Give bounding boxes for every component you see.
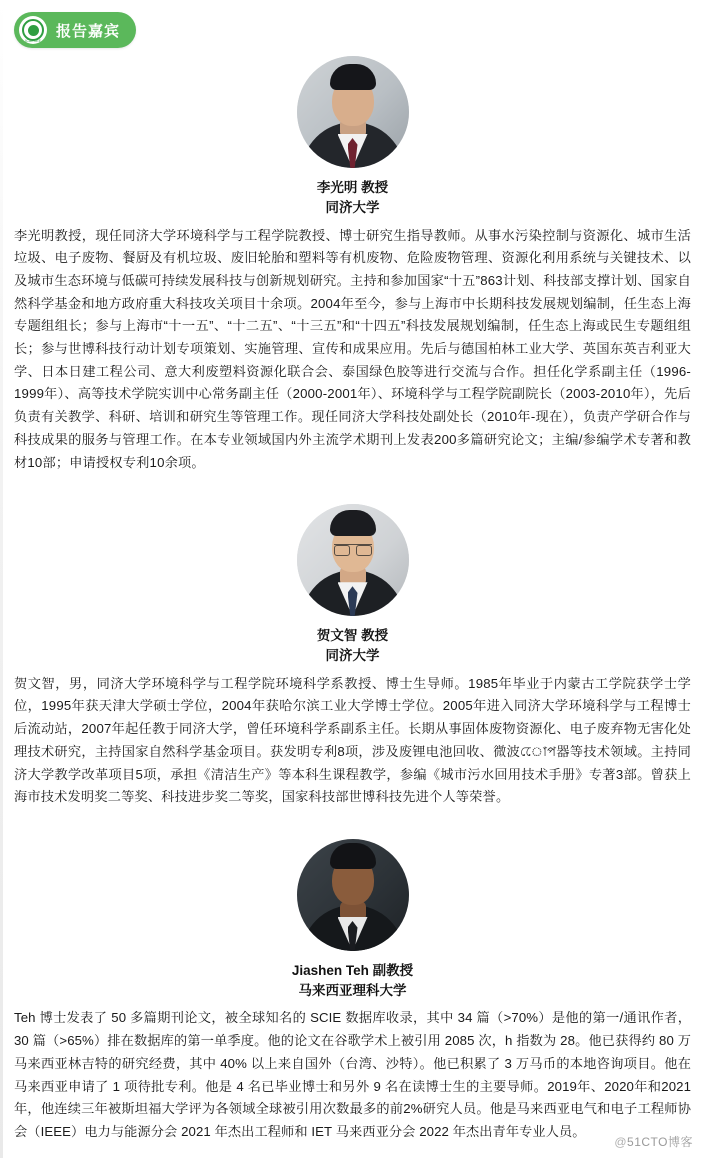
speaker-1-photo-wrap [0, 56, 705, 168]
speaker-block-1 [0, 56, 705, 474]
speaker-block-2 [0, 504, 705, 809]
speaker-2-name: 贺文智 教授 [316, 628, 389, 644]
page-header [0, 0, 705, 48]
speaker-3-photo-wrap [0, 839, 705, 951]
watermark [614, 1133, 693, 1150]
speaker-3-name: Jiashen Teh 副教授 [291, 962, 414, 978]
speaker-1-org: 同济大学 [325, 200, 380, 216]
speaker-block-3 [0, 839, 705, 1144]
page-edge-artifact [0, 0, 3, 1158]
speaker-1-name: 李光明 教授 [316, 180, 389, 195]
speaker-2-org: 同济大学 [325, 648, 380, 664]
section-badge [14, 12, 136, 48]
speaker-2-photo-wrap [0, 504, 705, 616]
speaker-2-bio: 贺文智，男，同济大学环境科学与工程学院环境科学系教授、博士生导师。1985年毕业于内蒙古工学院获学士学位，1995年获天津大学硕士学位，2004年获哈尔滨工业大学博士学位。2005年进入同济大学环境科学与工程博士后流动站，2007年起任教于同济大学，曾任环境科学系副系主任。长期从事固体废物资源化、电子废弃物无害化处理技术研究，主持国家自然科学基金项目。获发明专利8项，涉及废锂电池回收、微波েোপ器等技术领域。主持同济大学教学改革项目5项，承担《清洁生产》等本科生课程教学，参编《城市污水回用技术手册》专著3部。曾获上海市技术发明奖二等奖、科技进步奖二等奖，国家科技部世博科技先进个人等荣誉。 [14, 675, 691, 805]
speaker-1-bio: 李光明教授，现任同济大学环境科学与工程学院教授、博士研究生指导教师。从事水污染控制与资源化、城市生活垃圾、电子废物、餐厨及有机垃圾、废旧轮胎和塑料等有机废物、危险废物管理、资源化利用系统与关键技术、以及城市生态环境与低碳可持续发展科技与创新规划研究。主持和参加国家“十五”863计划、科技部支撑计划、国家自然科学基金和地方政府重大科技攻关项目十余项。2004年至今，参与上海市中长期科技发展规划编制，任生态上海专题组组长；参与上海市“十一五”、“十二五”、“十三五”和“十四五”科技发展规划编制，任生态上海或民生专题组组长；参与世博科技行动计划专项策划、实施管理、宣传和成果应用。先后与德国柏林工业大学、英国东英吉利亚大学、日本日建工程公司、意大利废塑料资源化联合会、泰国绿色胶等进行交流与合作。担任化学系副主任（1996-1999年）、高等技术学院实训中心常务副主任（2000-2001年）、环境科学与工程学院副院长（2003-2010年），先后负责有关教学、科研、培训和研究生等管理工作。现任同济大学科技处副处长（2010年-现在），负责产学研合作与科技成果的服务与管理工作。在本专业领域国内外主流学术期刊上发表200多篇研究论文；主编/参编学术专著和教材10部；申请授权专利10余项。 [14, 227, 691, 470]
section-badge-label: 报告嘉宾 [56, 22, 121, 40]
portrait-photo-icon [297, 504, 409, 616]
watermark-text: 51CTO博客 [627, 1134, 693, 1149]
watermark-at-symbol: @ [614, 1134, 628, 1149]
speaker-3-bio: Teh 博士发表了 50 多篇期刊论文，被全球知名的 SCIE 数据库收录，其中 34 篇（>70%）是他的第一/通讯作者，30 篇（>65%）排在数据库的第一单季度。他的论文在谷歌学术上被引用 2085 次，h 指数为 28。他已获得约 80 万马来西亚林吉特的研究经费，其中 40% 以上来自国外（台湾、沙特）。他已积累了 3 万马币的本地咨询项目。他在马来西亚申请了 1 项待批专利。他是 4 名已毕业博士和另外 9 名在读博士生的主要导师。2019年、2020年和2021年，他连续三年被斯坦福大学评为各领域全球被引用次数最多的前2%研究人员。他是马来西亚电气和电子工程师协会（IEEE）电力与能源分会 2021 年杰出工程师和 IET 马来西亚分会 2022 年杰出青年专业人员。 [14, 1010, 691, 1139]
conference-logo-icon [19, 16, 47, 44]
speaker-3-org: 马来西亚理科大学 [298, 983, 407, 999]
portrait-photo-icon [297, 56, 409, 168]
portrait-photo-icon [297, 839, 409, 951]
logo-mini-text: ICAESEE [24, 38, 42, 43]
